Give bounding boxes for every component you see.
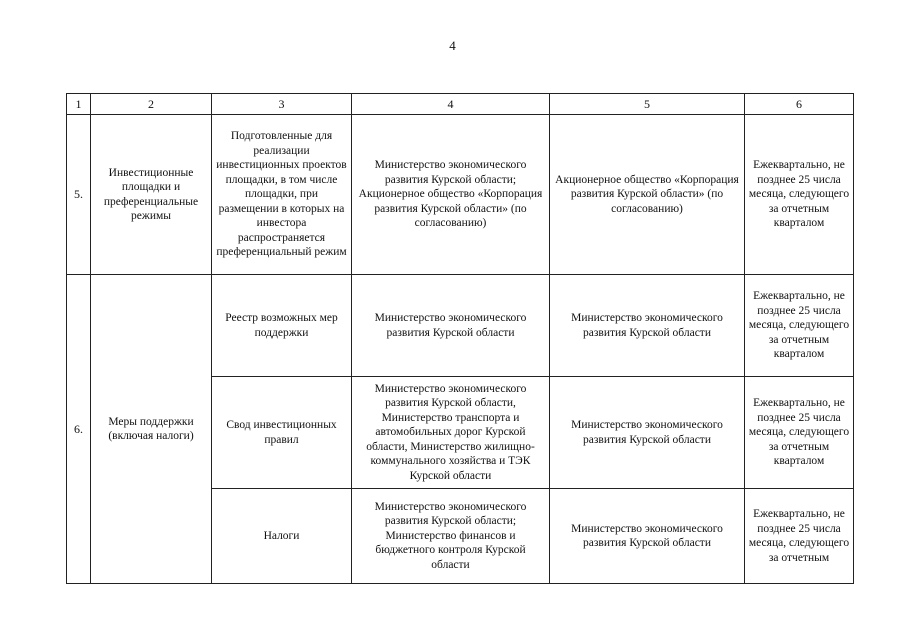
header-cell: 1 <box>67 94 91 115</box>
table-row-6-1 <box>67 275 854 377</box>
row-term: Ежеквартально, не позднее 25 числа месяца, следующего за отчетным <box>745 489 854 584</box>
row-responsible: Министерство экономического развития Курской области; Министерство финансов и бюджетного контроля Курской области <box>352 489 550 584</box>
table-header-row <box>67 94 854 115</box>
row-term: Ежеквартально, не позднее 25 числа месяца, следующего за отчетным кварталом <box>745 115 854 275</box>
header-cell: 2 <box>91 94 212 115</box>
row-topic: Меры поддержки (включая налоги) <box>91 275 212 584</box>
row-publisher: Министерство экономического развития Курской области <box>550 489 745 584</box>
row-responsible: Министерство экономического развития Курской области; Акционерное общество «Корпорация развития Курской области» (по согласованию) <box>352 115 550 275</box>
header-cell: 3 <box>212 94 352 115</box>
page-number: 4 <box>449 38 456 53</box>
header-cell: 6 <box>745 94 854 115</box>
row-topic: Инвестиционные площадки и преференциальные режимы <box>91 115 212 275</box>
row-number: 5. <box>67 115 91 275</box>
header-cell: 5 <box>550 94 745 115</box>
row-term: Ежеквартально, не позднее 25 числа месяца, следующего за отчетным кварталом <box>745 377 854 489</box>
header-cell: 4 <box>352 94 550 115</box>
row-publisher: Министерство экономического развития Курской области <box>550 377 745 489</box>
row-content: Подготовленные для реализации инвестиционных проектов площадки, в том числе площадки, при размещении в которых на инвестора распространяется преференциальный режим <box>212 115 352 275</box>
row-content: Свод инвестиционных правил <box>212 377 352 489</box>
row-responsible: Министерство экономического развития Курской области <box>352 275 550 377</box>
table-row-5 <box>67 115 854 275</box>
row-publisher: Акционерное общество «Корпорация развития Курской области» (по согласованию) <box>550 115 745 275</box>
schedule-table <box>66 93 854 584</box>
row-publisher: Министерство экономического развития Курской области <box>550 275 745 377</box>
row-number: 6. <box>67 275 91 584</box>
row-term: Ежеквартально, не позднее 25 числа месяца, следующего за отчетным кварталом <box>745 275 854 377</box>
row-content: Реестр возможных мер поддержки <box>212 275 352 377</box>
row-responsible: Министерство экономического развития Курской области, Министерство транспорта и автомобильных дорог Курской области, Министерство жилищно-коммунального хозяйства и ТЭК Курской области <box>352 377 550 489</box>
row-content: Налоги <box>212 489 352 584</box>
